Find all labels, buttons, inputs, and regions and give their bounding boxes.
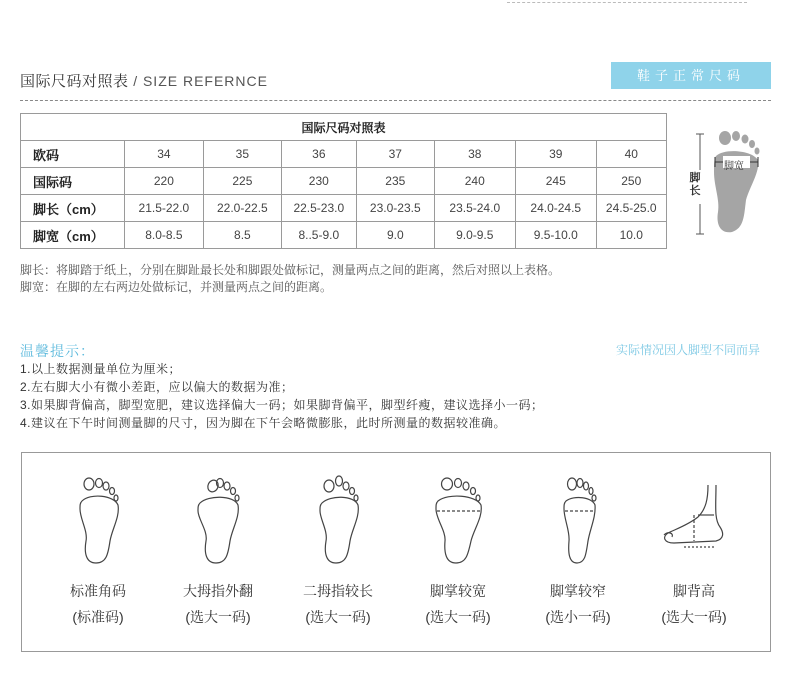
row-header: 欧码	[21, 141, 125, 168]
table-cell: 40	[596, 141, 667, 168]
table-cell: 38	[434, 141, 516, 168]
table-cell: 225	[204, 168, 281, 195]
high-instep-foot-icon	[654, 475, 734, 565]
foot-type-advice: (选小一码)	[545, 609, 611, 625]
section-subtitle: / SIZE REFERNCE	[133, 73, 268, 89]
table-cell: 36	[281, 141, 356, 168]
table-cell: 10.0	[596, 222, 667, 249]
table-cell: 24.0-24.5	[516, 195, 596, 222]
foot-type-narrow	[528, 475, 628, 627]
foot-type-standard	[48, 475, 148, 627]
table-cell: 37	[357, 141, 434, 168]
table-cell: 245	[516, 168, 596, 195]
row-header: 脚宽（cm）	[21, 222, 125, 249]
section-header	[20, 70, 268, 91]
narrow-foot-icon	[548, 475, 608, 565]
table-cell: 8..5-9.0	[281, 222, 356, 249]
table-row	[21, 195, 667, 222]
size-table	[20, 113, 667, 249]
table-cell: 8.0-8.5	[124, 222, 203, 249]
table-cell: 23.5-24.0	[434, 195, 516, 222]
table-cell: 35	[204, 141, 281, 168]
note-length: 脚长：将脚踏于纸上，分别在脚趾最长处和脚跟处做标记，测量两点之间的距离，然后对照以上表格。	[20, 263, 561, 277]
foot-type-name: 大拇指外翻	[183, 583, 253, 599]
table-cell: 9.0	[357, 222, 434, 249]
table-cell: 22.0-22.5	[204, 195, 281, 222]
foot-type-long-second-toe	[288, 475, 388, 627]
table-cell: 9.5-10.0	[516, 222, 596, 249]
list-item: 4.建议在下午时间测量脚的尺寸，因为脚在下午会略微膨胀，此时所测量的数据较准确。	[20, 416, 507, 430]
tips-right-note: 实际情况因人脚型不同而异	[616, 343, 761, 357]
foot-type-name: 脚背高	[673, 583, 715, 599]
table-row	[21, 141, 667, 168]
table-cell: 220	[124, 168, 203, 195]
foot-type-advice: (选大一码)	[661, 609, 727, 625]
foot-width-label: 脚宽	[724, 161, 744, 172]
section-title: 国际尺码对照表	[20, 73, 129, 90]
tips-list	[20, 360, 544, 432]
normal-size-button[interactable]: 鞋子正常尺码	[611, 62, 771, 89]
foot-type-advice: (标准码)	[72, 609, 124, 625]
tips-title: 温馨提示：	[20, 343, 95, 359]
foot-length-char-2: 长	[689, 185, 701, 197]
table-row	[21, 168, 667, 195]
foot-type-advice: (选大一码)	[185, 609, 251, 625]
table-cell: 9.0-9.5	[434, 222, 516, 249]
list-item: 1.以上数据测量单位为厘米；	[20, 362, 182, 376]
foot-type-high-instep	[644, 475, 744, 627]
table-cell: 250	[596, 168, 667, 195]
table-cell: 240	[434, 168, 516, 195]
table-cell: 24.5-25.0	[596, 195, 667, 222]
foot-length-label	[688, 172, 702, 198]
table-row	[21, 222, 667, 249]
measure-notes	[20, 262, 560, 296]
table-cell: 235	[357, 168, 434, 195]
table-cell: 8.5	[204, 222, 281, 249]
table-cell: 230	[281, 168, 356, 195]
foot-type-name: 脚掌较窄	[550, 583, 606, 599]
header-divider	[20, 100, 771, 101]
size-table-caption: 国际尺码对照表	[21, 114, 667, 141]
list-item: 3.如果脚背偏高，脚型宽肥，建议选择偏大一码；如果脚背偏平，脚型纤瘦，建议选择小一码；	[20, 398, 544, 412]
list-item: 2.左右脚大小有微小差距，应以偏大的数据为准；	[20, 380, 294, 394]
foot-type-advice: (选大一码)	[305, 609, 371, 625]
standard-foot-icon	[68, 475, 128, 565]
note-width: 脚宽：在脚的左右两边处做标记，并测量两点之间的距离。	[20, 280, 333, 294]
long-second-toe-foot-icon	[308, 475, 368, 565]
foot-type-name: 标准角码	[70, 583, 126, 599]
row-header: 脚长（cm）	[21, 195, 125, 222]
bunion-foot-icon	[188, 475, 248, 565]
foot-type-name: 二拇指较长	[303, 583, 373, 599]
table-cell: 34	[124, 141, 203, 168]
foot-type-wide	[408, 475, 508, 627]
table-cell: 39	[516, 141, 596, 168]
wide-foot-icon	[428, 475, 488, 565]
foot-types-panel	[21, 452, 771, 652]
table-cell: 23.0-23.5	[357, 195, 434, 222]
foot-length-char-1: 脚	[689, 172, 701, 184]
table-cell: 22.5-23.0	[281, 195, 356, 222]
top-dashed-line	[507, 2, 747, 3]
table-cell: 21.5-22.0	[124, 195, 203, 222]
row-header: 国际码	[21, 168, 125, 195]
foot-type-bunion	[168, 475, 268, 627]
foot-measure-diagram	[688, 126, 770, 236]
foot-type-name: 脚掌较宽	[430, 583, 486, 599]
foot-type-advice: (选大一码)	[425, 609, 491, 625]
